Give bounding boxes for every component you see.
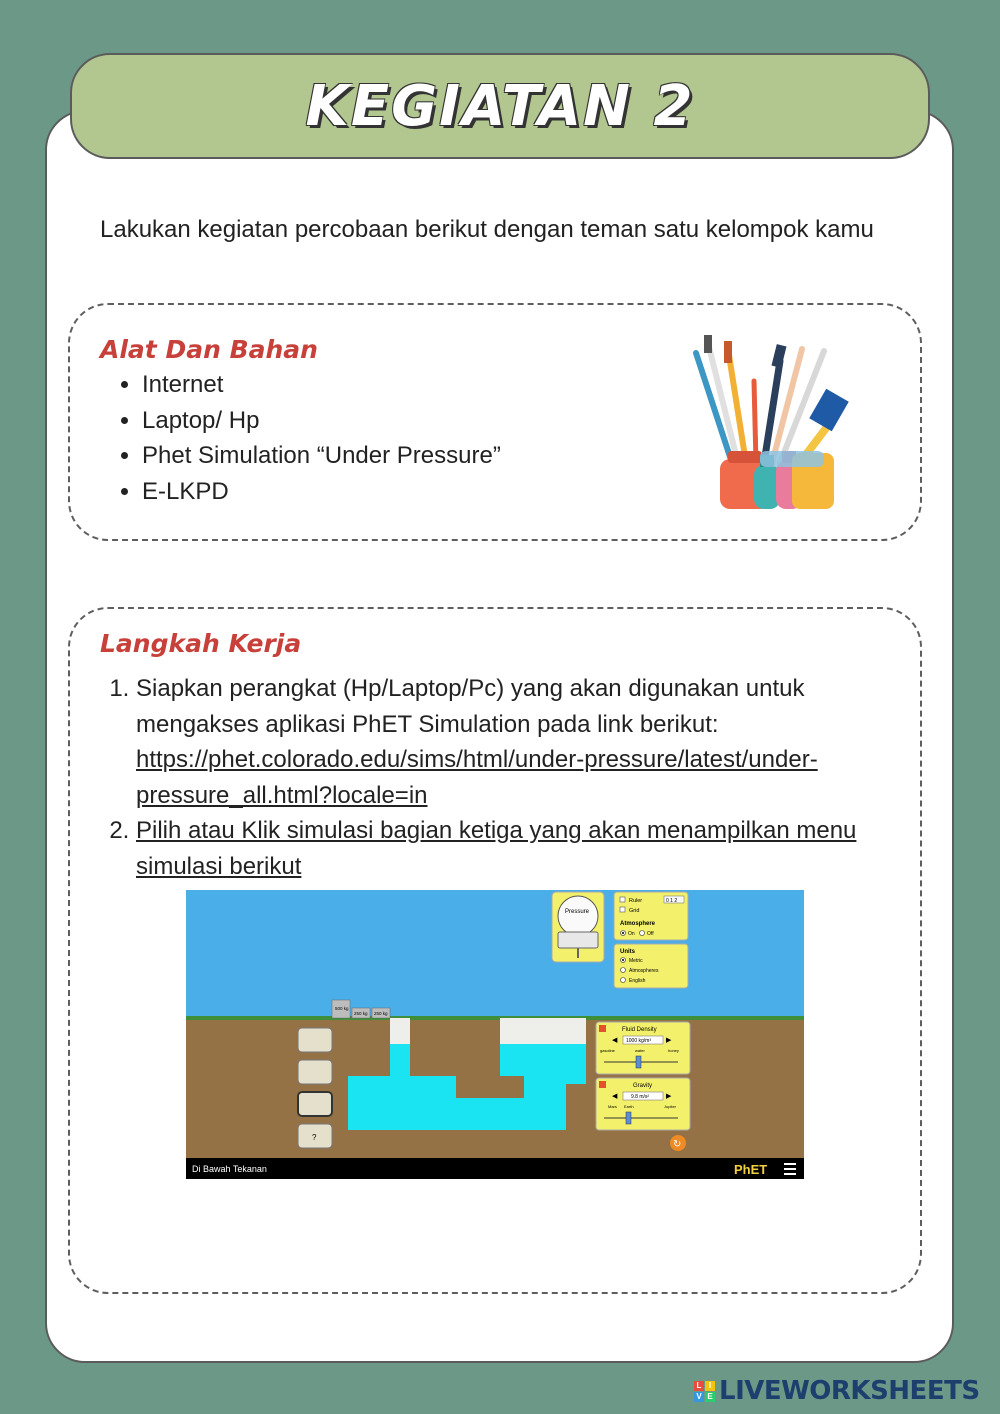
grid-checkbox-label[interactable]: Grid	[629, 908, 640, 914]
phet-simulation-screenshot	[186, 890, 804, 1179]
step-item	[136, 813, 896, 884]
gravity-title: Gravity	[633, 1083, 653, 1089]
weight-label: 250 kg	[354, 1011, 368, 1016]
fluid-density-title: Fluid Density	[622, 1027, 657, 1033]
svg-text:◀: ◀	[612, 1037, 618, 1044]
steps-list	[102, 671, 896, 884]
weight-label: 250 kg	[374, 1011, 388, 1016]
tools-section	[68, 303, 922, 541]
density-label: water	[635, 1048, 645, 1053]
list-item: • E-LKPD	[142, 474, 501, 510]
step-item	[136, 671, 896, 813]
page-title: KEGIATAN 2	[305, 73, 695, 139]
units-option[interactable]: Atmospheres	[629, 968, 659, 974]
ground	[186, 1018, 804, 1160]
ruler-value: 0 1 2	[666, 898, 678, 904]
list-item: • Laptop/ Hp	[142, 403, 501, 439]
gauge-label: Pressure	[565, 909, 590, 915]
list-item: • Phet Simulation “Under Pressure”	[142, 438, 501, 474]
paint-brushes-illustration	[680, 333, 860, 513]
list-item: • Internet	[142, 367, 501, 403]
liveworksheets-logo-icon: L I V E	[694, 1381, 715, 1402]
steps-title: Langkah Kerja	[100, 629, 302, 658]
atmosphere-on[interactable]: On	[628, 931, 635, 937]
svg-text:▶: ▶	[666, 1093, 672, 1100]
gravity-value: 9.8 m/s²	[631, 1094, 650, 1100]
units-option[interactable]: Metric	[629, 958, 643, 964]
sim-title: Di Bawah Tekanan	[192, 1164, 267, 1174]
svg-text:▶: ▶	[666, 1037, 672, 1044]
svg-text:↻: ↻	[673, 1139, 682, 1150]
fluid-density-value: 1000 kg/m³	[626, 1038, 652, 1044]
title-banner	[70, 53, 930, 159]
atmosphere-off[interactable]: Off	[647, 931, 654, 937]
density-label: gasoline	[600, 1048, 615, 1053]
tools-title: Alat Dan Bahan	[100, 335, 318, 364]
ruler-checkbox-label[interactable]: Ruler	[629, 898, 643, 904]
gravity-label: Earth	[624, 1104, 634, 1109]
sky	[186, 890, 804, 1020]
step-instruction-link[interactable]: Pilih atau Klik simulasi bagian ketiga yang akan menampilkan menu simulasi berikut	[136, 817, 857, 880]
liveworksheets-watermark	[694, 1377, 980, 1405]
sim-navbar	[186, 1158, 804, 1179]
units-title: Units	[620, 949, 635, 955]
phet-link[interactable]: https://phet.colorado.edu/sims/html/under-pressure/latest/under-pressure_all.html?locale=in	[136, 746, 818, 809]
menu-icon[interactable]	[784, 1163, 796, 1175]
step-text: Siapkan perangkat (Hp/Laptop/Pc) yang akan digunakan untuk mengakses aplikasi PhET Simulation pada link berikut:	[136, 675, 805, 738]
tools-list	[114, 367, 501, 509]
density-label: honey	[668, 1048, 679, 1053]
gravity-slider[interactable]	[626, 1112, 631, 1124]
phet-logo[interactable]: PhET	[734, 1162, 768, 1177]
steps-section	[68, 607, 922, 1294]
svg-text:◀: ◀	[612, 1093, 618, 1100]
gravity-label: Jupiter	[664, 1104, 677, 1109]
svg-text:?: ?	[312, 1133, 317, 1142]
watermark-text: LIVEWORKSHEETS	[719, 1376, 980, 1406]
density-slider[interactable]	[636, 1056, 641, 1068]
atmosphere-title: Atmosphere	[620, 921, 656, 927]
weight-label: 500 kg	[335, 1006, 349, 1011]
units-option[interactable]: English	[629, 978, 646, 984]
intro-text: Lakukan kegiatan percobaan berikut dengan teman satu kelompok kamu	[100, 216, 874, 243]
gravity-label: Mars	[608, 1104, 617, 1109]
